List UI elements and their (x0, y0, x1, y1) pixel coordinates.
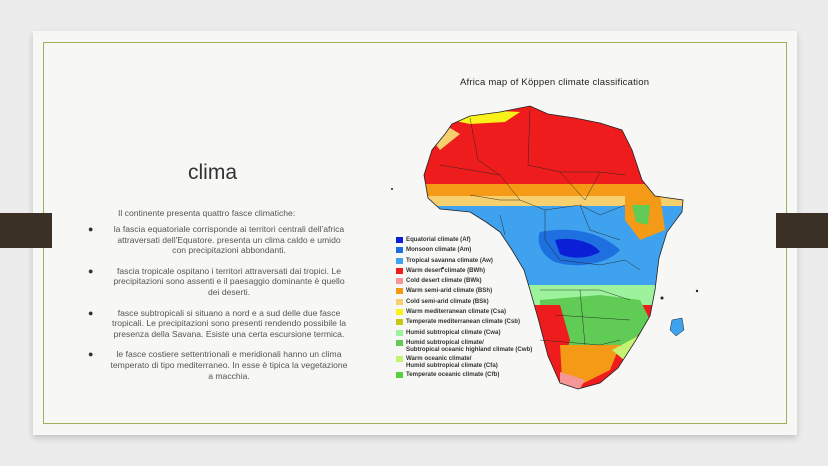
legend-swatch (396, 268, 403, 274)
legend-label: Humid subtropical climate/ Subtropical oceanic highland climate (Cwb) (406, 338, 533, 354)
legend-label: Cold desert climate (BWk) (406, 277, 482, 285)
legend-swatch (396, 330, 403, 336)
legend-label: Equatorial climate (Af) (406, 236, 471, 243)
slide-title: clima (188, 161, 238, 184)
bullet-item (88, 308, 348, 340)
bullet-marker: ● (88, 307, 94, 318)
legend-swatch (396, 237, 403, 243)
legend-label: Tropical savanna climate (Aw) (406, 256, 493, 264)
bullet-text: fasce subtropicali si situano a nord e a sud delle due fasce tropicali. Le precipitazioni sono presenti rendendo possibile la presenza della Savana. Esiste una certa escursione termica. (111, 307, 347, 339)
bullet-text: la fascia equatoriale corrisponde ai territori centrali dell'africa attraversati dell'Equatore. presenta un clima caldo e umido con precipitazioni abbondanti. (113, 224, 345, 256)
bullet-marker: ● (88, 265, 94, 276)
legend-swatch (396, 288, 403, 294)
bullet-item (88, 224, 348, 256)
legend-label: Cold semi-arid climate (BSk) (406, 297, 489, 305)
bullet-text: le fasce costiere settentrionali e meridionali hanno un clima temperato di tipo mediterraneo. In esse è tipica la vegetazione a macchia. (110, 349, 348, 381)
legend-swatch (396, 299, 403, 305)
bullet-list (88, 224, 348, 391)
legend-label: Temperate oceanic climate (Cfb) (406, 370, 500, 378)
legend-label: Warm semi-arid climate (BSh) (406, 287, 493, 295)
bullet-item (88, 349, 348, 381)
bullet-text: fascia tropicale ospitano i territori attraversati dai tropici. Le precipitazioni sono assenti e il paesaggio dominante è quello dei deserti. (113, 265, 345, 297)
legend-label: Warm desert climate (BWh) (406, 266, 486, 274)
legend-swatch (396, 319, 403, 325)
legend-label: Humid subtropical climate (Cwa) (406, 328, 501, 336)
intro-text: Il continente presenta quattro fasce climatiche: (118, 208, 296, 218)
legend-swatch (396, 309, 403, 315)
legend-swatch (396, 278, 403, 284)
legend-label: Monsoon climate (Am) (406, 246, 472, 254)
legend-swatch (396, 372, 403, 378)
right-decorative-tab (776, 213, 828, 248)
legend-swatch (396, 356, 403, 362)
bullet-item (88, 266, 348, 298)
legend-swatch (396, 247, 403, 253)
map-title: Africa map of Köppen climate classification (460, 77, 650, 88)
bullet-marker: ● (88, 349, 94, 360)
legend-swatch (396, 340, 403, 346)
legend-label: Temperate mediterranean climate (Csb) (406, 318, 521, 326)
legend-swatch (396, 258, 403, 264)
legend-label: Warm mediterranean climate (Csa) (406, 308, 507, 316)
legend-label: Warm oceanic climate/ Humid subtropical climate (Cfa) (406, 354, 498, 370)
bullet-marker: ● (88, 224, 94, 234)
left-decorative-tab (0, 213, 52, 248)
